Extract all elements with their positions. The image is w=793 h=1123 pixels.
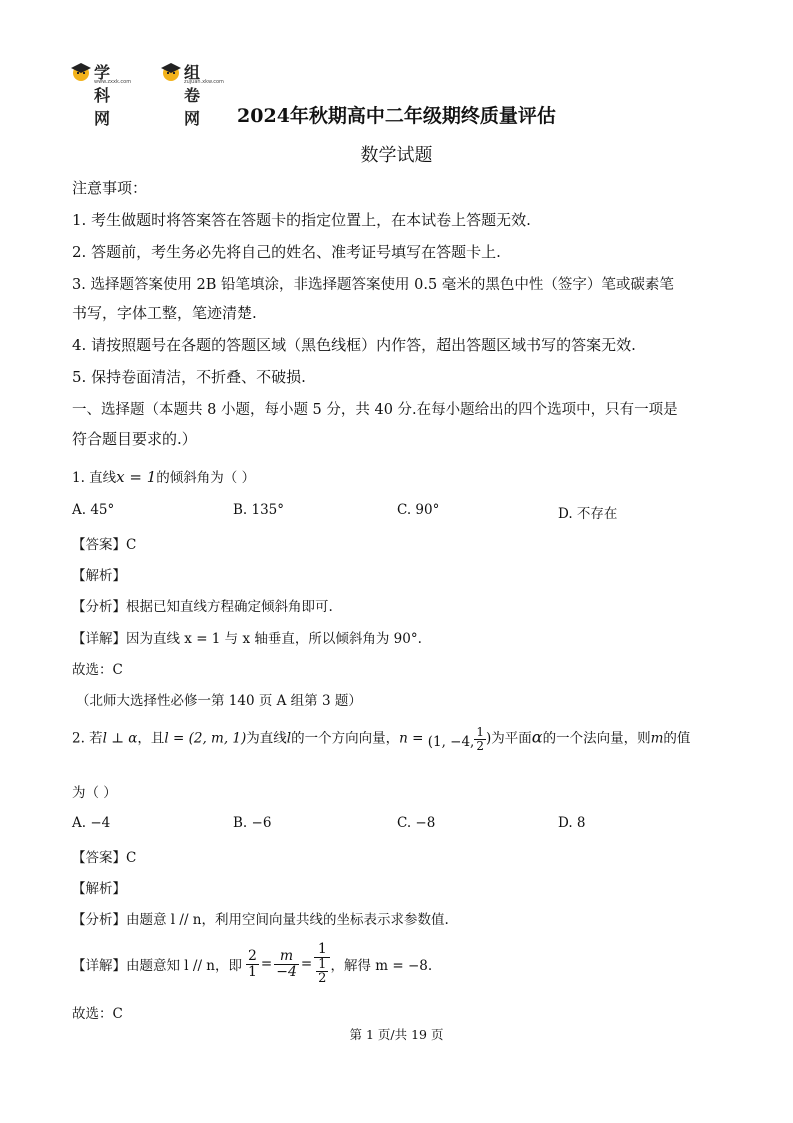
- page-footer: 第 1 页/共 19 页: [349, 1027, 444, 1042]
- fraction-denominator: 2: [476, 738, 484, 753]
- question-2-stem: [72, 726, 690, 752]
- analysis-summary: 【分析】根据已知直线方程确定倾斜角即可.: [72, 599, 333, 615]
- compound-fraction: [314, 942, 330, 986]
- logo-name: 组卷网: [184, 63, 201, 128]
- detailed-solution: 【详解】因为直线 x = 1 与 x 轴垂直，所以倾斜角为 90°.: [72, 631, 422, 647]
- logo-name: 学科网: [94, 63, 111, 128]
- stem-text: 的一个方向向量，: [291, 730, 400, 747]
- note-item-continued: 书写，字体工整，笔迹清楚.: [72, 304, 257, 322]
- analysis-summary: 【分析】由题意 l // n，利用空间向量共线的坐标表示求参数值.: [72, 912, 449, 928]
- option-a: A. 45°: [72, 502, 115, 518]
- line-variable: l: [286, 730, 292, 747]
- question-2-prefix: 2. 若: [72, 730, 103, 747]
- note-item: 2. 答题前，考生务必先将自己的姓名、准考证号填写在答题卡上.: [72, 243, 501, 261]
- normal-vector-body: [428, 727, 475, 752]
- stem-text: 的值: [663, 730, 691, 747]
- analysis-label: 【解析】: [72, 881, 126, 897]
- note-item: 1. 考生做题时将答案答在答题卡的指定位置上，在本试卷上答题无效.: [72, 211, 531, 229]
- stem-text: 为直线: [246, 730, 287, 747]
- logo-url: zujuan.xkw.com: [184, 79, 224, 85]
- vector-close: ): [486, 730, 492, 747]
- graduation-cap-icon: [70, 60, 92, 82]
- notes-heading: 注意事项：: [72, 179, 148, 197]
- detail-text: 【详解】由题意知 l // n，即: [72, 958, 242, 974]
- stem-text: 的一个法向量，则: [542, 730, 651, 747]
- question-2-stem-continued: 为（ ）: [72, 785, 117, 801]
- option-b: B. 135°: [233, 502, 285, 518]
- note-item: 5. 保持卷面清洁，不折叠、不破损.: [72, 368, 306, 386]
- fraction-2-over-1: [246, 949, 259, 979]
- option-a: A. −4: [72, 815, 111, 831]
- half-fraction: [474, 726, 486, 752]
- plane-variable: α: [531, 727, 543, 747]
- answer-label: 【答案】C: [72, 537, 137, 553]
- question-1-stem: [72, 466, 255, 486]
- stem-text: 为平面: [491, 730, 532, 747]
- equals-sign: =: [300, 956, 313, 972]
- half-fraction: [316, 958, 328, 986]
- answer-label: 【答案】C: [72, 850, 137, 866]
- fraction-numerator: m: [274, 949, 299, 965]
- logo-url: www.zxxk.com: [94, 79, 132, 85]
- section-header-continued: 符合题目要求的.）: [72, 430, 197, 448]
- fraction-denominator: −4: [276, 963, 297, 980]
- vector-components: (1, −4,: [427, 733, 475, 750]
- perpendicular-condition: l ⊥ α: [102, 730, 138, 747]
- fraction-numerator: 2: [247, 947, 257, 964]
- fraction-numerator: 1: [314, 942, 330, 958]
- exam-subtitle: 数学试题: [360, 145, 433, 166]
- fraction-m-over-minus4: [274, 949, 299, 979]
- m-variable: m: [650, 730, 664, 747]
- analysis-label: 【解析】: [72, 568, 126, 584]
- fraction-numerator: 1: [318, 956, 327, 972]
- fraction-denominator: 1: [247, 963, 257, 980]
- section-header: 一、选择题（本题共 8 小题，每小题 5 分，共 40 分.在每小题给出的四个选项中，只有一项是: [72, 402, 678, 418]
- option-d: D. 不存在: [558, 506, 618, 522]
- note-item: 3. 选择题答案使用 2B 铅笔填涂，非选择题答案使用 0.5 毫米的黑色中性（签字）笔或碳素笔: [72, 277, 674, 293]
- question-1-suffix: 的倾斜角为（ ）: [156, 470, 256, 486]
- fraction-denominator: 2: [318, 971, 327, 987]
- note-item: 4. 请按照题号在各题的答题区域（黑色线框）内作答，超出答题区域书写的答案无效.: [72, 336, 636, 354]
- normal-vector-lhs: n =: [399, 730, 424, 747]
- fraction-numerator: 1: [476, 725, 484, 739]
- stem-text: ，且: [137, 730, 165, 747]
- graduation-cap-icon: [160, 60, 182, 82]
- option-c: C. 90°: [397, 502, 440, 518]
- equals-sign: =: [260, 956, 273, 972]
- final-choice: 故选：C: [72, 1006, 123, 1022]
- question-1-prefix: 1. 直线: [72, 470, 117, 486]
- fraction-denominator: [314, 958, 330, 986]
- option-c: C. −8: [397, 815, 436, 831]
- option-b: B. −6: [233, 815, 272, 831]
- detail-text: ，解得 m = −8.: [330, 958, 433, 974]
- question-source: （北师大选择性必修一第 140 页 A 组第 3 题）: [76, 693, 362, 709]
- exam-title: 2024年秋期高中二年级期终质量评估: [237, 105, 556, 127]
- option-d: D. 8: [558, 815, 586, 831]
- question-1-equation: x = 1: [116, 468, 157, 486]
- detailed-solution: [72, 934, 432, 994]
- final-choice: 故选：C: [72, 662, 123, 678]
- direction-vector: l = (2, m, 1): [164, 730, 247, 747]
